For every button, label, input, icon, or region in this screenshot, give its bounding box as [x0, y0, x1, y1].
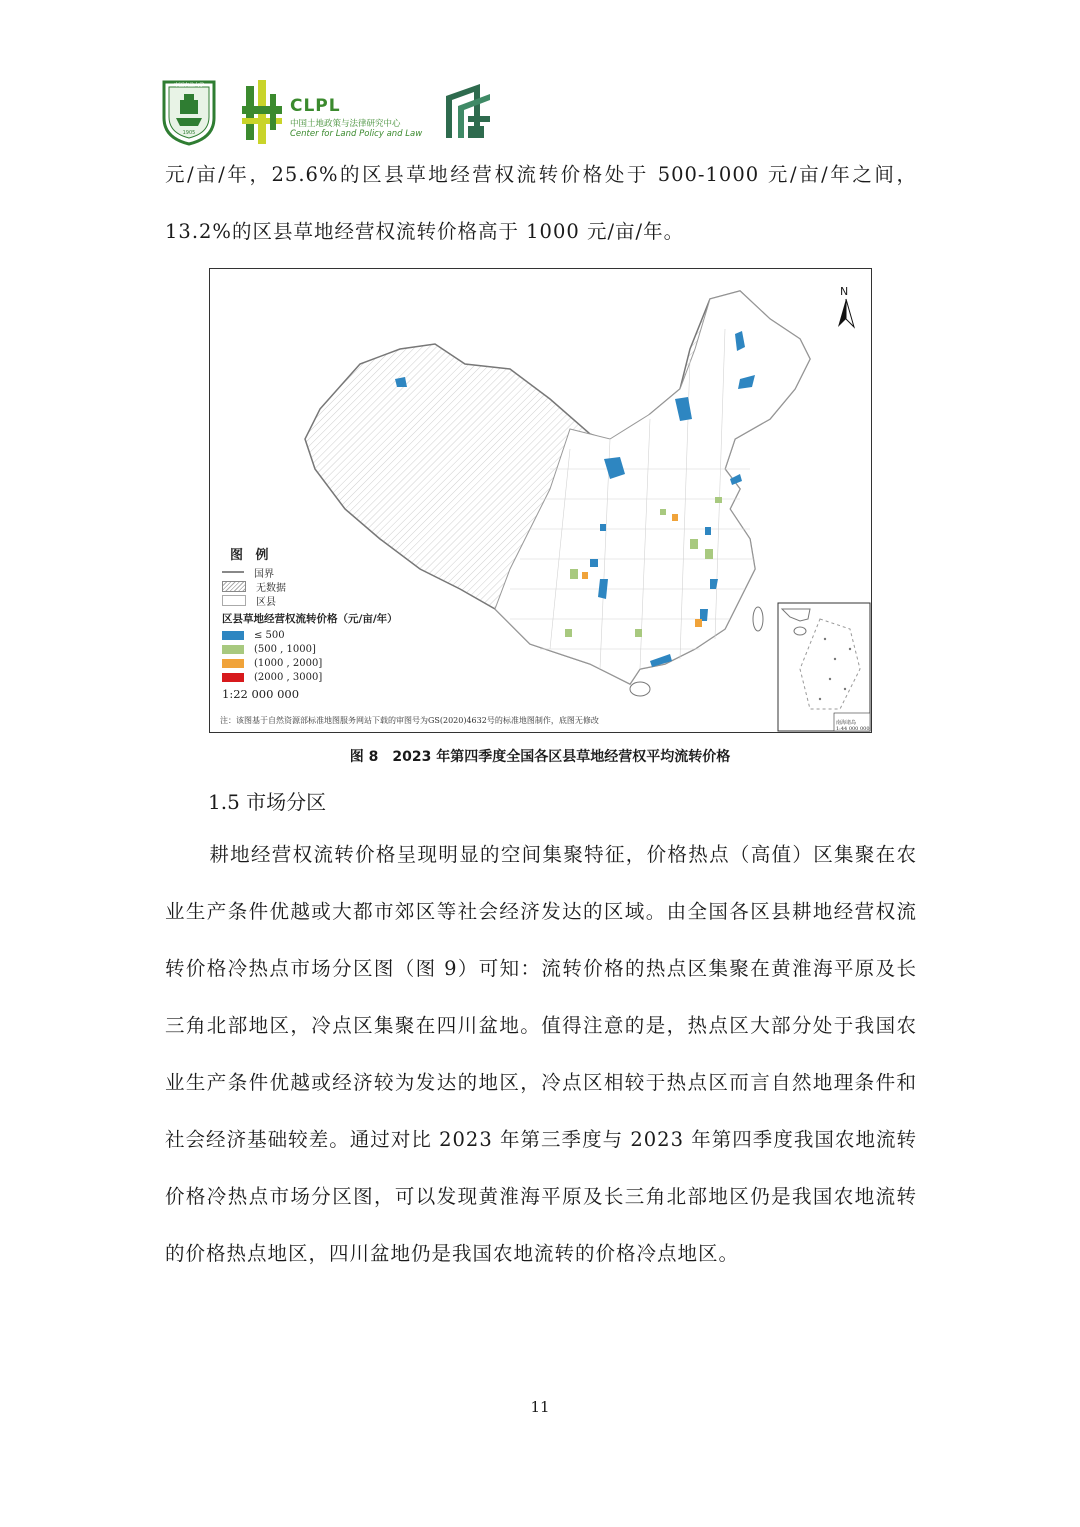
clpl-chinese-name: 中国土地政策与法律研究中心	[290, 119, 401, 129]
inset-title: 南海诸岛	[836, 720, 857, 726]
map-legend	[222, 544, 398, 701]
green-swatch-icon	[222, 645, 244, 654]
clpl-english-name: Center for Land Policy and Law	[290, 129, 423, 139]
north-arrow-icon	[838, 299, 854, 327]
border-line-icon	[222, 571, 244, 573]
figure-map	[209, 268, 872, 733]
north-label: N	[840, 285, 849, 298]
logo1-name: 中国农业大学	[173, 82, 205, 89]
clpl-text-block	[290, 96, 422, 139]
legend-border-label: 国界	[254, 568, 274, 580]
inset-label	[836, 719, 870, 732]
legend-county-label: 区县	[256, 596, 276, 608]
legend-row-class-2	[222, 642, 398, 656]
body-paragraph-text: 耕地经营权流转价格呈现明显的空间集聚特征，价格热点（高值）区集聚在农业生产条件优越或大都市郊区等社会经济发达的区域。由全国各区县耕地经营权流转价格冷热点市场分区图（图 9）可知：流转价格的热点区集聚在黄淮海平原及长三角北部地区，冷点区集聚在四川盆地。值得注意的是，热点区大部分处于我国农业生产条件优越或经济较为发达的地区，冷点区相较于热点区而言自然地理条件和社会经济基础较差。通过对比 2023 年第三季度与 2023 年第四季度我国农地流转价格冷热点市场分区图，可以发现黄淮海平原及长三角北部地区仍是我国农地流转的价格热点地区，四川盆地仍是我国农地流转的价格冷点地区。	[165, 843, 917, 1265]
green-building-logo	[444, 82, 492, 140]
body-paragraph	[165, 826, 917, 1282]
logo1-year: 1905	[182, 130, 196, 136]
legend-title: 图 例	[230, 548, 273, 563]
hatch-swatch-icon	[222, 581, 246, 592]
orange-swatch-icon	[222, 659, 244, 668]
legend-class-3-label: (1000 , 2000]	[254, 657, 323, 669]
page-number: 11	[530, 1398, 550, 1416]
legend-class-4-label: (2000 , 3000]	[254, 671, 323, 683]
legend-row-class-3	[222, 656, 398, 670]
legend-row-county	[222, 593, 398, 607]
county-swatch-icon	[222, 595, 246, 606]
red-swatch-icon	[222, 673, 244, 682]
legend-row-class-1	[222, 628, 398, 642]
blue-swatch-icon	[222, 631, 244, 640]
clpl-title: CLPL	[290, 96, 341, 116]
legend-row-border	[222, 565, 398, 579]
legend-class-1-label: ≤ 500	[254, 629, 285, 641]
inset-scale: 1:44 000 000	[836, 726, 870, 732]
cau-emblem-logo	[160, 78, 218, 146]
legend-price-title: 区县草地经营权流转价格（元/亩/年）	[222, 613, 398, 625]
top-paragraph: 元/亩/年，25.6%的区县草地经营权流转价格处于 500-1000 元/亩/年之间，13.2%的区县草地经营权流转价格高于 1000 元/亩/年。	[165, 163, 917, 243]
legend-row-class-4	[222, 670, 398, 684]
legend-nodata-label: 无数据	[256, 582, 286, 594]
taiwan-island	[753, 607, 763, 631]
hainan-island	[630, 682, 650, 696]
legend-row-nodata	[222, 579, 398, 593]
section-title: 1.5 市场分区	[208, 790, 327, 814]
map-scale: 1:22 000 000	[222, 687, 300, 701]
legend-class-2-label: (500 , 1000]	[254, 643, 316, 655]
figure-caption: 图 8 2023 年第四季度全国各区县草地经营权平均流转价格	[349, 749, 731, 765]
map-note: 注：该图基于自然资源部标准地图服务网站下载的审图号为GS(2020)4632号的标准地图制作，底图无修改	[220, 716, 599, 725]
header-logos	[160, 78, 520, 150]
south-china-sea-inset	[778, 603, 870, 731]
